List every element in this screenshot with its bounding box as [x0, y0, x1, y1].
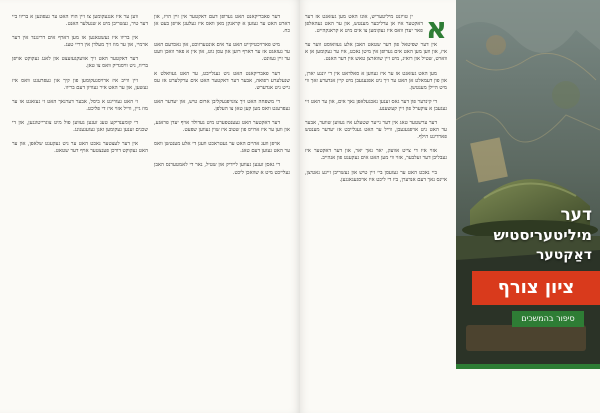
- paragraph: דער פאבריקאנט האט גערופן דעם דאקטער אין זיין הויז, און דארט האט ער געזען א קראנקן מאן וואס איז געלעגן אויפן בעט אן כח.: [154, 14, 290, 35]
- paragraph: דער פאבריקאנט האט ניט געגלייבט, ער האט געוואלט א שנעלערע רפואה, אבער דער דאקטער האט אים ערקלערט אז עס גייט ניט אנדערש.: [154, 70, 290, 91]
- headline-line-3: דאַקטער: [536, 247, 592, 263]
- paragraph: דער דאקטער האט זיך אוועקגעזעצט און לאנג געקוקט אויפן בריוו, ניט וויסנדיק וואס צו טאן.: [12, 56, 148, 70]
- paragraph: אין דער לעצטער נאכט האט ער ניט געקענט שלאפן, און ער האט געקוקט דורכן פענצטער אויף דער שטאט.: [12, 141, 148, 155]
- text-column-left: [12, 14, 148, 380]
- author-banner: ציון צורף: [472, 271, 600, 305]
- section-tag: סיפור בהמשכים: [512, 311, 584, 327]
- paragraph: זיין ווייב איז ארויסגעקומען פון קיך און געפרעגט וואס איז געשען, און ער האט איר געוויזן דעם בריוו.: [12, 77, 148, 91]
- paragraph: דער ערשטער טאג אין דער נייער שטעלע איז געווען שווער, אבער ער האט ניט אויפגעגעבן, ווייל ער האט געגלייבט אז יעדער מענטש פארדינט הילף.: [305, 120, 447, 141]
- paragraph: דער דאקטער האט געענטפערט מיט געדולד אויף יעדן פראגע, און ווען ער איז ארויס פון שטוב איז שוין געווען שפעט.: [154, 120, 290, 134]
- paragraph: ווען ער איז אנגעקומען צו זיין הויז האט ער געפונען א בריוו ביי דער טיר, געשריבן מיט א שנעלער האנט.: [12, 14, 148, 28]
- accent-bar: [456, 364, 600, 369]
- paragraph: די גאסן זענען געווען ליידיק און שטיל, נאר די לאמטערנס האבן געלייכט מיט א שוואכן ליכט.: [154, 162, 290, 176]
- paragraph: די משפחה האט זיך צונויפגעקליבן ארום טיש, און יעדער האט געפרעגט וואס מען קען טאן צו העלפן.: [154, 98, 290, 112]
- paragraph: זי האט געוויינט א ביסל, אבער דערנאך האט זי געזאגט אז ער מוז גיין, ווייל אזוי איז די פליכט.: [12, 98, 148, 112]
- paragraph: אזוי איז די צייט אוועק, יאר נאך יאר, און דער דאקטער איז געבליבן דער זעלבער, אזוי ווי מען האט אים געקענט פון אנהייב.: [305, 148, 447, 162]
- drop-cap: א: [425, 14, 447, 45]
- paragraph: אין דער שפיטאל פון דער שטאט האבן אלע געוואוסט ווער ער איז, און ווען מען האט אים גערופן אין מיטן נאכט, איז ער געקומען אן א ווארט, שטיל און רואיג, מיט זיין שווארצן טאש אין דער האנט.: [305, 42, 447, 63]
- headline-line-1: דער: [560, 205, 592, 225]
- paragraph: מיט פארזיכטיקייט האט ער אים אונטערזוכט, און נאכדעם האט ער געזאגט אז ער דארף רוען און עסן גוט, און אין א פאר וואכן וועט ער זיין געזונט.: [154, 42, 290, 63]
- text-column-right: [305, 14, 447, 380]
- paragraph: ביי נאכט האט ער געזעסן ביי זיין טיש און געשריבן זיינע נאטיצן, איינס נאך דעם אנדערן, ביז די ליכט איז אויסגעגאנגען.: [305, 169, 447, 183]
- feature-image-panel: [456, 0, 600, 364]
- paragraph: די קומענדיקע טעג זענען געווען פול מיט צוגרייטונגען, און די שכנים זענען געקומען זאגן געזעגענונג.: [12, 119, 148, 134]
- paragraph: אין בריוו איז געשטאנען אז מען דארף אים דרינגנד אין דער ארמיי, און ער מוז זיך מעלדן אין דריי טעג.: [12, 35, 148, 49]
- paragraph: מען האט געזאגט אז ער איז געווען א סאלדאט אין די יונגע יארן, און פון דעמאלט אן האט ער זיך ניט אפגעגעבן מיט קיין אנדערע זאך ווי מיט היילן מענטשן.: [305, 70, 447, 91]
- paragraph: די קינדער פון דער גאס זענען נאכגעלאפן נאך אים, און ער האט זיי געגעבן א צוקערל פון זיין קעשענע.: [305, 98, 447, 112]
- headline-line-2: מיליטעריסטיש: [493, 226, 592, 244]
- paragraph: ין טויזנט מיליטעריש, אונז האט מען געזאגט אז דער דאקטער איז אן ערליכער מענטש, און ער האט געהאלפן פאר יעדן וואס איז געקומען צו אים מיט א קראנקהייט.: [305, 14, 423, 35]
- feature-illustration: [456, 0, 600, 364]
- text-column-middle: [154, 14, 290, 380]
- paragraph: אויפן וועג אהיים האט ער געטראכט וועגן די אלע מענטשן וואס ער האט געזען דעם טאג.: [154, 141, 290, 155]
